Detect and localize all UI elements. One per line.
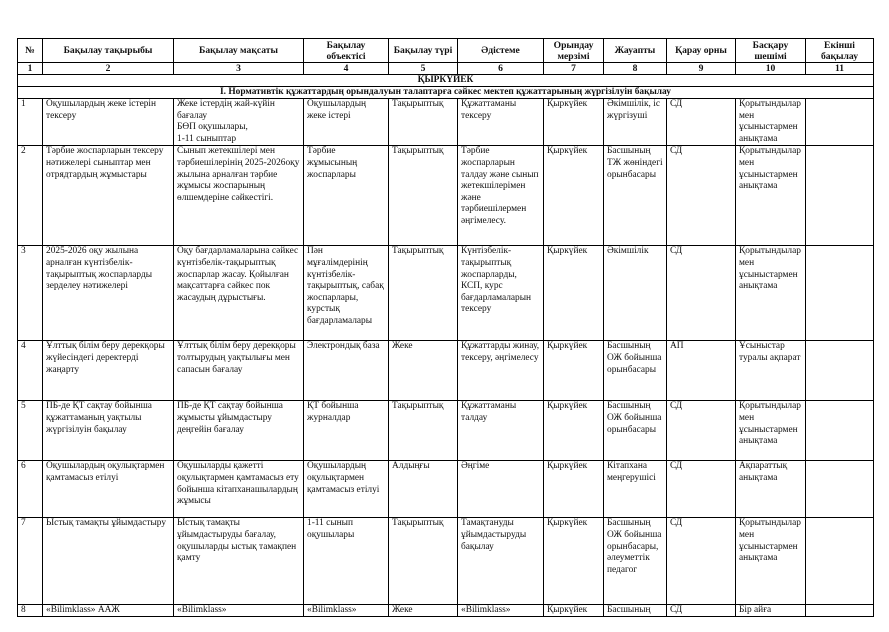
cell-decision: Қорытындылар мен ұсыныстармен анықтама (736, 518, 806, 605)
header-number: № (18, 39, 43, 63)
cell-venue: АП (667, 341, 736, 401)
table-row (18, 341, 874, 401)
column-number: 11 (806, 63, 874, 75)
cell-type: Тақырыптық (389, 246, 458, 341)
cell-topic: «Bilimklass» ААЖ (43, 605, 174, 617)
row-number: 2 (18, 146, 43, 246)
cell-deadline: Қыркүйек (544, 99, 604, 146)
cell-topic: ПБ-де ҚТ сақтау бойынша құжаттаманың уақтылы жүргізілуін бақылау (43, 401, 174, 461)
cell-topic: 2025-2026 оқу жылына арналған күнтізбелік-тақырыптық жоспарларды зерделеу нәтижелері (43, 246, 174, 341)
row-number: 3 (18, 246, 43, 341)
cell-second-control (806, 99, 874, 146)
row-number: 4 (18, 341, 43, 401)
cell-line: БӨП оқушылары, (177, 122, 248, 133)
cell-second-control (806, 518, 874, 605)
control-plan-table (17, 38, 874, 617)
header-topic: Бақылау тақырыбы (43, 39, 174, 63)
cell-object: Пән мұғалімдерінің күнтізбелік-тақырыптық, сабақ жоспарлары, курстық бағдарламалары (304, 246, 389, 341)
column-number: 2 (43, 63, 174, 75)
cell-type: Тақырыптық (389, 518, 458, 605)
table-row (18, 99, 874, 146)
month-title: ҚЫРКҮЙЕК (18, 75, 874, 87)
row-number: 1 (18, 99, 43, 146)
cell-decision: Қорытындылар мен ұсыныстармен анықтама (736, 146, 806, 246)
cell-venue: СД (667, 461, 736, 518)
header-row (18, 39, 874, 63)
header-deadline: Орындау мерзімі (544, 39, 604, 63)
column-number: 9 (667, 63, 736, 75)
column-number: 10 (736, 63, 806, 75)
column-number: 6 (458, 63, 544, 75)
cell-venue: СД (667, 99, 736, 146)
cell-deadline: Қыркүйек (544, 341, 604, 401)
cell-method: Тәрбие жоспарларын талдау және сынып жетекшілерімен және тәрбиешілермен әңгімелесу. (458, 146, 544, 246)
header-goal: Бақылау мақсаты (174, 39, 304, 63)
cell-second-control (806, 246, 874, 341)
cell-deadline: Қыркүйек (544, 146, 604, 246)
table-row (18, 461, 874, 518)
month-row (18, 75, 874, 87)
cell-method: Әңгіме (458, 461, 544, 518)
column-number: 5 (389, 63, 458, 75)
cell-goal: Ұлттық білім беру дерекқоры толтырудың уақтылығы мен сапасын бағалау (174, 341, 304, 401)
cell-goal (174, 99, 304, 146)
row-number: 7 (18, 518, 43, 605)
header-venue: Қарау орны (667, 39, 736, 63)
cell-line: Жеке істердің жай-күйін бағалау (177, 99, 275, 121)
header-type: Бақылау түрі (389, 39, 458, 63)
table-row (18, 401, 874, 461)
cell-topic: Оқушылардың жеке істерін тексеру (43, 99, 174, 146)
table-row (18, 605, 874, 617)
cell-decision: Қорытындылар мен ұсыныстармен анықтама (736, 99, 806, 146)
cell-second-control (806, 461, 874, 518)
cell-method: Құжаттаманы талдау (458, 401, 544, 461)
column-number: 4 (304, 63, 389, 75)
cell-goal: Сынып жетекшілері мен тәрбиешілерінің 2025-2026оқу жылына арналған тәрбие жұмысы жоспарының өлшемдеріне сәйкестігі. (174, 146, 304, 246)
cell-topic: Тәрбие жоспарларын тексеру нәтижелері сыныптар мен отрядтардың жұмыстары (43, 146, 174, 246)
cell-method: Құжаттаманы тексеру (458, 99, 544, 146)
cell-type: Жеке (389, 341, 458, 401)
cell-object: Электрондық база (304, 341, 389, 401)
row-number: 5 (18, 401, 43, 461)
cell-goal: Ыстық тамақты ұйымдастыруды бағалау, оқушыларды ыстық тамақпен қамту (174, 518, 304, 605)
column-number: 8 (604, 63, 667, 75)
column-number: 3 (174, 63, 304, 75)
cell-goal: Оқушыларды қажетті оқулықтармен қамтамасыз ету бойынша кітапханашылардың жұмысы (174, 461, 304, 518)
column-number: 7 (544, 63, 604, 75)
cell-goal: ПБ-де ҚТ сақтау бойынша жұмысты ұйымдастыру деңгейін бағалау (174, 401, 304, 461)
cell-responsible: Басшының ОЖ бойынша орынбасары (604, 341, 667, 401)
column-number: 1 (18, 63, 43, 75)
header-method: Әдістеме (458, 39, 544, 63)
cell-line: 1-11 сыныптар (177, 133, 237, 144)
header-object: Бақылау объектісі (304, 39, 389, 63)
cell-second-control (806, 146, 874, 246)
cell-venue: СД (667, 146, 736, 246)
cell-venue: СД (667, 605, 736, 617)
cell-method: Күнтізбелік-тақырыптық жоспарларды, КСП, курс бағдарламаларын тексеру (458, 246, 544, 341)
cell-method: Тамақтануды ұйымдастыруды бақылау (458, 518, 544, 605)
cell-type: Алдыңғы (389, 461, 458, 518)
cell-responsible: Әкімшілік (604, 246, 667, 341)
cell-topic: Оқушылардың оқулықтармен қамтамасыз етілуі (43, 461, 174, 518)
cell-responsible: Басшының (604, 605, 667, 617)
row-number: 6 (18, 461, 43, 518)
cell-venue: СД (667, 246, 736, 341)
cell-venue: СД (667, 518, 736, 605)
cell-deadline: Қыркүйек (544, 401, 604, 461)
cell-type: Тақырыптық (389, 401, 458, 461)
cell-deadline: Қыркүйек (544, 518, 604, 605)
cell-object: Оқушылардың оқулықтармен қамтамасыз етілуі (304, 461, 389, 518)
cell-responsible: Кітапхана меңгерушісі (604, 461, 667, 518)
cell-method: Құжаттарды жинау, тексеру, әңгімелесу (458, 341, 544, 401)
cell-type: Жеке (389, 605, 458, 617)
cell-second-control (806, 401, 874, 461)
cell-second-control (806, 605, 874, 617)
cell-responsible: Әкімшілік, іс жүргізуші (604, 99, 667, 146)
cell-responsible: Басшының ТЖ жөніндегі орынбасары (604, 146, 667, 246)
cell-object: 1-11 сынып оқушылары (304, 518, 389, 605)
cell-deadline: Қыркүйек (544, 246, 604, 341)
cell-venue: СД (667, 401, 736, 461)
cell-deadline: Қыркүйек (544, 605, 604, 617)
cell-responsible: Басшының ОЖ бойынша орынбасары, әлеуметтік педагог (604, 518, 667, 605)
cell-decision: Ақпараттық анықтама (736, 461, 806, 518)
cell-decision: Бір айға (736, 605, 806, 617)
row-number: 8 (18, 605, 43, 617)
table-row (18, 146, 874, 246)
cell-object: Оқушылардың жеке істері (304, 99, 389, 146)
cell-object: ҚТ бойынша журналдар (304, 401, 389, 461)
cell-object: Тәрбие жұмысының жоспарлары (304, 146, 389, 246)
cell-type: Тақырыптық (389, 99, 458, 146)
cell-decision: Ұсыныстар туралы ақпарат (736, 341, 806, 401)
cell-decision: Қорытындылар мен ұсыныстармен анықтама (736, 401, 806, 461)
header-responsible: Жауапты (604, 39, 667, 63)
cell-goal: Оқу бағдарламаларына сәйкес күнтізбелік-тақырыптық жоспарлар жасау. Қойылған мақсаттарға сәйкес пок жасаудың дұрыстығы. (174, 246, 304, 341)
cell-responsible: Басшының ОЖ бойынша орынбасары (604, 401, 667, 461)
table-row (18, 518, 874, 605)
section-row (18, 87, 874, 99)
cell-decision: Қорытындылар мен ұсыныстармен анықтама (736, 246, 806, 341)
cell-object: «Bilimklass» (304, 605, 389, 617)
cell-topic: Ыстық тамақты ұйымдастыру (43, 518, 174, 605)
header-second-control: Екінші бақылау (806, 39, 874, 63)
header-decision: Басқару шешімі (736, 39, 806, 63)
section-title: І. Нормативтік құжаттардың орындалуын талаптарға сәйкес мектеп құжаттарының жүргізілуін бақылау (18, 87, 874, 99)
cell-topic: Ұлттық білім беру дерекқоры жүйесіндегі деректерді жаңарту (43, 341, 174, 401)
cell-type: Тақырыптық (389, 146, 458, 246)
cell-goal: «Bilimklass» (174, 605, 304, 617)
cell-deadline: Қыркүйек (544, 461, 604, 518)
table-row (18, 246, 874, 341)
cell-second-control (806, 341, 874, 401)
cell-method: «Bilimklass» (458, 605, 544, 617)
column-number-row (18, 63, 874, 75)
